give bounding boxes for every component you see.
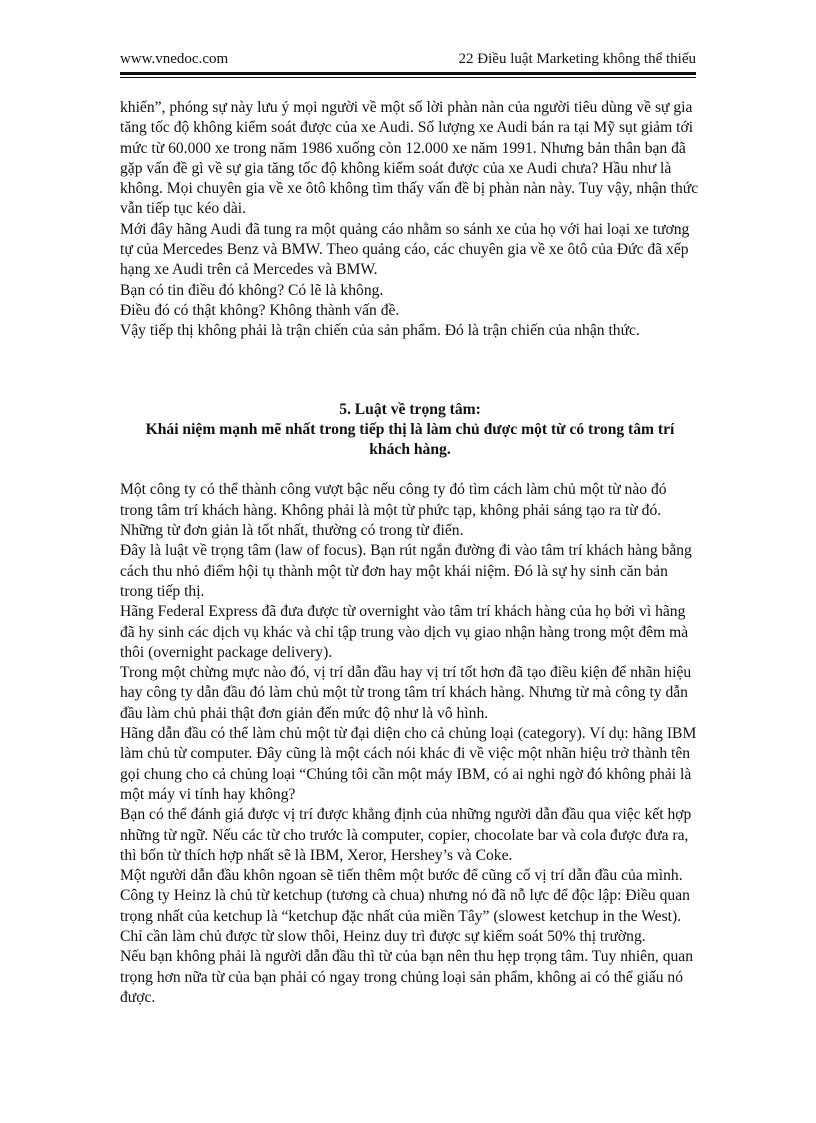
body-paragraph-6: Bạn có thể đánh giá được vị trí được khẳng định của những người dẫn đầu qua việc kết hợp những từ ngữ. Nếu các từ cho trước là computer, copier, chocolate bar và cola được đưa ra, thì bốn từ thích hợp nhất sẽ là IBM, Xeror, Hershey’s và Coke. <box>120 806 692 864</box>
section-subtitle: Khái niệm mạnh mẽ nhất trong tiếp thị là làm chủ được một từ có trong tâm trí khách hàng. <box>145 420 675 459</box>
header-site-link[interactable]: www.vnedoc.com <box>120 51 229 67</box>
header-document-title: 22 Điều luật Marketing không thể thiếu <box>458 51 696 67</box>
section-spacer <box>120 342 700 400</box>
header-rule-thick <box>120 72 696 75</box>
intro-paragraph-1: khiển”, phóng sự này lưu ý mọi người về một số lời phàn nàn của người tiêu dùng về sự gia tăng tốc độ không kiểm soát được của xe Audi. Số lượng xe Audi bán ra tại Mỹ sụt giảm tới mức từ 60.000 xe trong năm 1986 xuống còn 12.000 xe năm 1991. Nhưng bản thân bạn đã gặp vấn đề gì về sự gia tăng tốc độ không kiểm soát được của xe Audi chưa? Hầu như là không. Mọi chuyên gia về xe ôtô không tìm thấy vấn đề bị phàn nàn này. Tuy vậy, nhận thức vẫn tiếp tục kéo dài. <box>120 99 699 218</box>
header-rule-thin <box>120 77 696 78</box>
intro-paragraph-3: Bạn có tin điều đó không? Có lẽ là không. <box>120 281 384 299</box>
body-paragraph-4: Trong một chừng mực nào đó, vị trí dẫn đầu hay vị trí tốt hơn đã tạo điều kiện để nhãn hiệu hay công ty dẫn đầu đó làm chủ một từ trong tâm trí khách hàng. Nhưng từ mà công ty dẫn đầu làm chủ phải thật đơn giản đến mức độ như là vô hình. <box>120 664 692 722</box>
section-spacer-small <box>120 460 700 480</box>
body-paragraph-5: Hãng dẫn đầu có thể làm chủ một từ đại diện cho cả chủng loại (category). Ví dụ: hãng IBM làm chủ từ computer. Đây cũng là một cách nói khác đi về việc một nhãn hiệu trở thành tên gọi chung cho cả chủng loại “Chúng tôi cần một máy IBM, có ai nghi ngờ đó không phải là một máy vi tính hay không? <box>120 725 697 803</box>
body-paragraph-2: Đây là luật về trọng tâm (law of focus). Bạn rút ngắn đường đi vào tâm trí khách hàng bằng cách thu nhỏ điểm hội tụ thành một từ đơn hay một khái niệm. Đó là sự hy sinh căn bản trong tiếp thị. <box>120 542 692 600</box>
body-paragraph-1: Một công ty có thể thành công vượt bậc nếu công ty đó tìm cách làm chủ một từ nào đó trong tâm trí khách hàng. Không phải là một từ phức tạp, không phải sáng tạo ra từ đó. Những từ đơn giản là tốt nhất, thường có trong từ điển. <box>120 481 667 540</box>
page-content <box>120 98 700 1008</box>
intro-paragraph-5: Vậy tiếp thị không phải là trận chiến của sản phẩm. Đó là trận chiến của nhận thức. <box>120 322 640 340</box>
section-title: 5. Luật về trọng tâm: <box>339 400 481 418</box>
intro-paragraph-4: Điều đó có thật không? Không thành vấn đề. <box>120 301 400 319</box>
body-paragraph-3: Hãng Federal Express đã đưa được từ overnight vào tâm trí khách hàng của họ bởi vì hãng đã hy sinh các dịch vụ khác và chỉ tập trung vào dịch vụ giao nhận hàng trong một đêm mà thôi (overnight package delivery). <box>120 603 689 661</box>
page-header <box>120 50 696 68</box>
intro-paragraph-2: Mới đây hãng Audi đã tung ra một quảng cáo nhằm so sánh xe của họ với hai loại xe tương tự của Mercedes Benz và BMW. Theo quảng cáo, các chuyên gia về xe ôtô của Đức đã xếp hạng xe Audi trên cả Mercedes và BMW. <box>120 220 690 279</box>
body-paragraph-7: Một người dẫn đầu khôn ngoan sẽ tiến thêm một bước để cũng cố vị trí dẫn đầu của mình. Công ty Heinz là chủ từ ketchup (tương cà chua) nhưng nó đã nỗ lực để độc lập: Điều quan trọng nhất của ketchup là “ketchup đặc nhất của miền Tây” (slowest ketchup in the West). Chỉ cần làm chủ được từ slow thôi, Heinz duy trì được sự kiểm soát 50% thị trường. <box>120 867 690 945</box>
body-paragraph-8: Nếu bạn không phải là người dẫn đầu thì từ của bạn nên thu hẹp trọng tâm. Tuy nhiên, quan trọng hơn nữa từ của bạn phải có ngay trong chủng loại sản phẩm, không ai có thể giấu nó được. <box>120 948 694 1006</box>
